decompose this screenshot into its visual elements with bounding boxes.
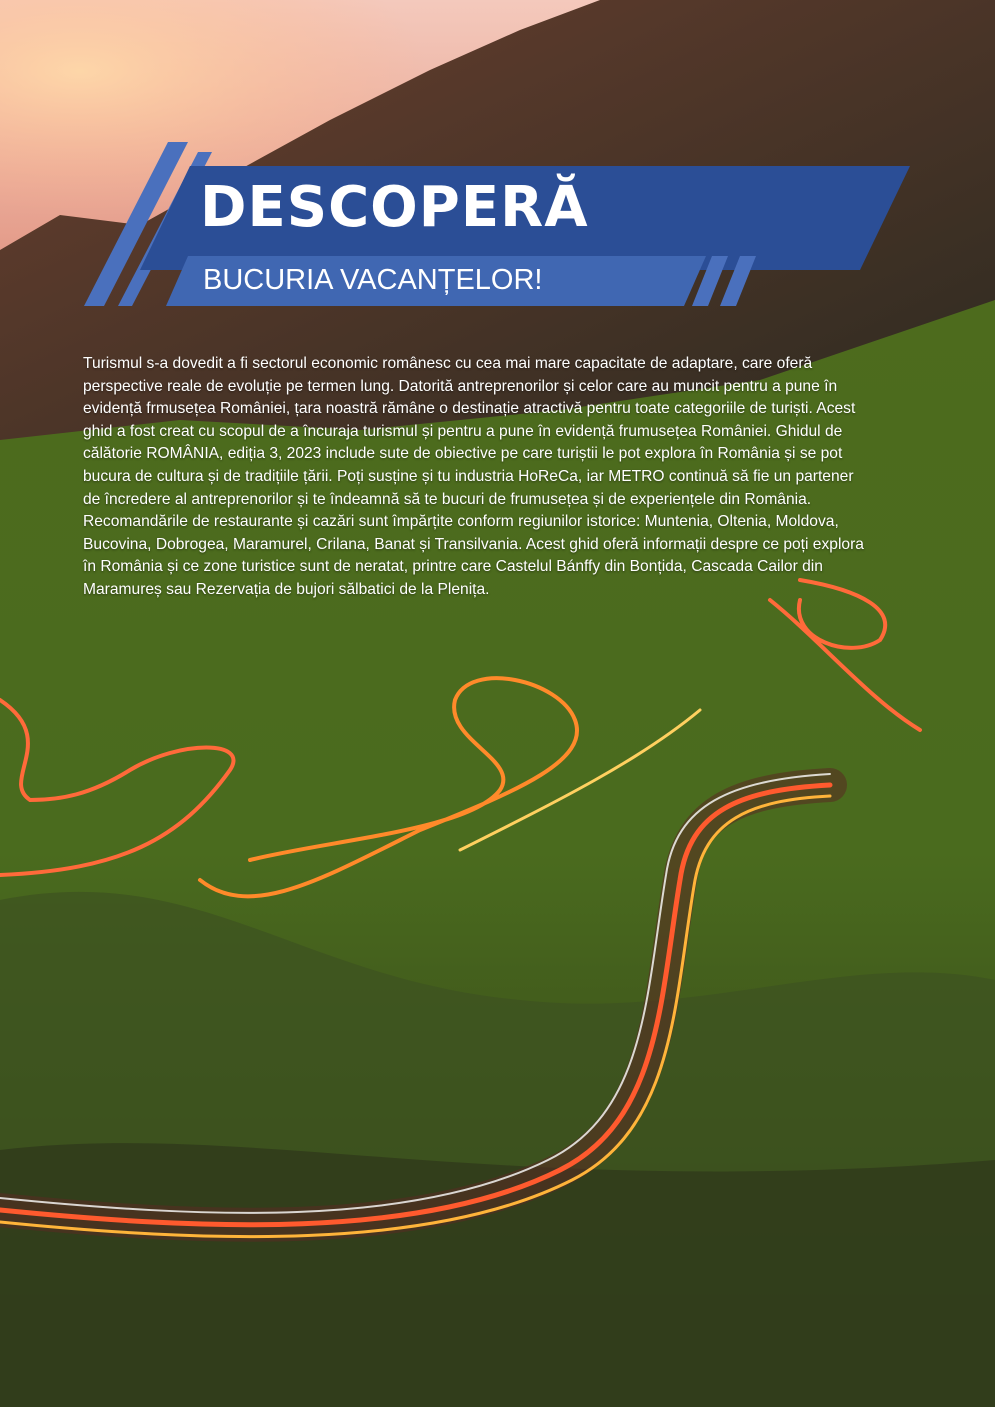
page-title: DESCOPERĂ — [200, 175, 589, 240]
page-subtitle: BUCURIA VACANȚELOR! — [203, 264, 543, 296]
intro-paragraph: Turismul s-a dovedit a fi sectorul economic românesc cu cea mai mare capacitate de adaptare, care oferă perspective reale de evoluție pe termen lung. Datorită antreprenorilor și celor care au muncit pentru a pune în evidență frmusețea României, țara noastră rămâne o destinație atractivă pentru toate categoriile de turiști. Acest ghid a fost creat cu scopul de a încuraja turismul și pentru a pune în evidență frumusețea României. Ghidul de călătorie ROMÂNIA, ediția 3, 2023 include sute de obiective pe care turiștii le pot explora în România și se pot bucura de cultura și de tradițiile țării. Poți susține și tu industria HoReCa, iar METRO continuă să fie un partener de încredere al antreprenorilor și te îndeamnă să te bucuri de frumusețea și de experiențele din România. Recomandările de restaurante și cazări sunt împărțite conform regiunilor istorice: Muntenia, Oltenia, Moldova, Bucovina, Dobrogea, Maramurel, Crilana, Banat și Transilvania. Acest ghid oferă informații despre ce poți explora în România și ce zone turistice sunt de neratat, printre care Castelul Bánffy din Bonțida, Cascada Cailor din Maramureș sau Rezervația de bujori sălbatici de la Plenița. — [83, 355, 864, 598]
